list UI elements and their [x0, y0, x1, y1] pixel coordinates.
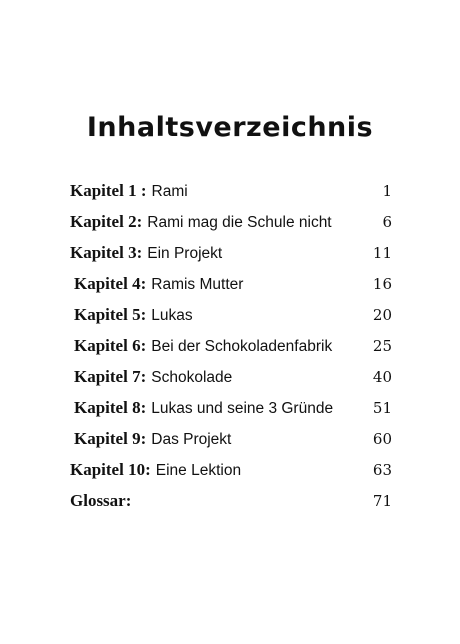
toc-entry-page: 63: [372, 461, 392, 479]
toc-entry: [74, 427, 392, 451]
toc-entry-label: Kapitel 1 :: [70, 181, 147, 200]
toc-entry-title: Schokolade: [151, 369, 233, 386]
toc-entry-title: Lukas und seine 3 Gründe: [151, 400, 334, 417]
toc-entry: [70, 179, 392, 203]
toc-entry-title: Das Projekt: [151, 431, 232, 448]
toc-entry-label: Kapitel 10:: [70, 460, 151, 479]
toc-entry-label: Kapitel 4:: [74, 274, 147, 293]
toc-entry: [74, 396, 392, 420]
toc-entry-page: 25: [372, 337, 392, 355]
toc-entry: [70, 458, 392, 482]
toc-entry-title: Rami: [151, 183, 188, 200]
toc-entry-label: Kapitel 9:: [74, 429, 147, 448]
toc-entry-title: Ramis Mutter: [151, 276, 244, 293]
toc-entry-glossary: [70, 489, 392, 513]
toc-entry-page: 60: [372, 430, 392, 448]
toc-entry-label: Kapitel 3:: [70, 243, 143, 262]
toc-entry-title: Lukas: [151, 307, 193, 324]
toc-entry-title: Bei der Schokoladenfabrik: [151, 338, 333, 355]
toc-entry-label: Glossar:: [70, 491, 132, 510]
toc-entry-page: 71: [372, 492, 392, 510]
toc-entry: [70, 241, 392, 265]
toc-entry-label: Kapitel 5:: [74, 305, 147, 324]
toc-entry-page: 20: [372, 306, 392, 324]
toc-entry-page: 40: [372, 368, 392, 386]
toc-entry-page: 1: [382, 182, 392, 200]
toc-entry: [74, 272, 392, 296]
toc-entry-page: 11: [372, 244, 392, 262]
toc-entry-page: 51: [372, 399, 392, 417]
toc-entry-label: Kapitel 8:: [74, 398, 147, 417]
toc-entry-label: Kapitel 7:: [74, 367, 147, 386]
toc-entry-page: 6: [382, 213, 392, 231]
toc-entry: [74, 365, 392, 389]
toc-entry: [74, 334, 392, 358]
toc-entry-title: Rami mag die Schule nicht: [147, 214, 332, 231]
toc-entry-label: Kapitel 6:: [74, 336, 147, 355]
toc-entry-title: Ein Projekt: [147, 245, 223, 262]
page-title: Inhaltsverzeichnis: [86, 112, 374, 143]
toc-entry-title: Eine Lektion: [155, 462, 242, 479]
toc-entry: [74, 303, 392, 327]
toc-entry-label: Kapitel 2:: [70, 212, 143, 231]
toc-entry-page: 16: [372, 275, 392, 293]
toc-entry: [70, 210, 392, 234]
